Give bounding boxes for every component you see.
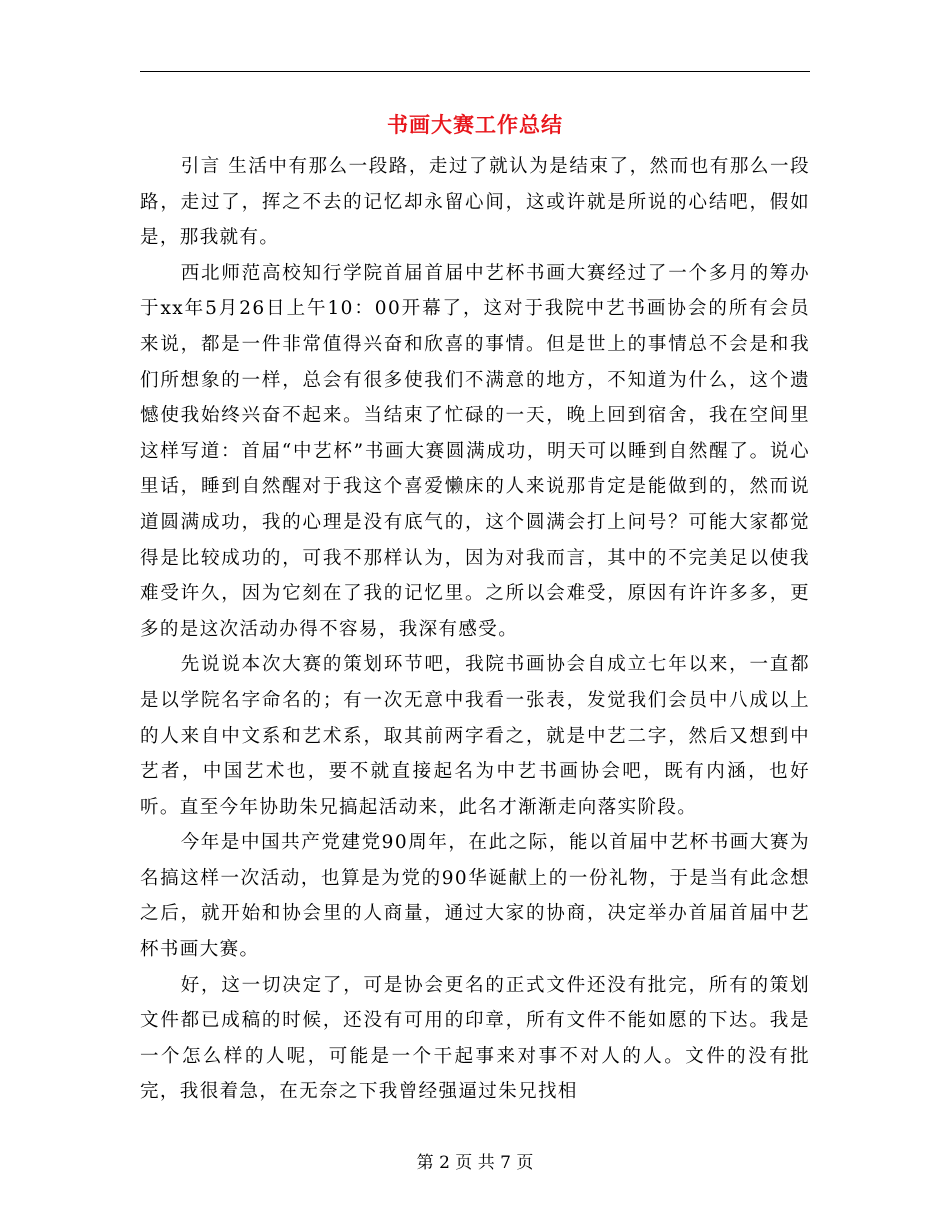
page-number-label: 第 2 页 共 7 页: [416, 1153, 534, 1173]
paragraph-documents: 好，这一切决定了，可是协会更名的正式文件还没有批完，所有的策划文件都已成稿的时候，还没有可用的印章，所有文件不能如愿的下达。我是一个怎么样的人呢，可能是一个干起事来对事不对人的人。文件的没有批完，我很着急，在无奈之下我曾经强逼过朱兄找相: [140, 974, 810, 1103]
paragraph-intro: 引言 生活中有那么一段路，走过了就认为是结束了，然而也有那么一段路，走过了，挥之不去的记忆却永留心间，这或许就是所说的心结吧，假如是，那我就有。: [140, 156, 810, 249]
paragraph-opening: 西北师范高校知行学院首届首届中艺杯书画大赛经过了一个多月的筹办于xx年5月26日上午10：00开幕了，这对于我院中艺书画协会的所有会员来说，都是一件非常值得兴奋和欣喜的事情。但是世上的事情总不会是和我们所想象的一样，总会有很多使我们不满意的地方，不知道为什么，这个遗憾使我始终兴奋不起来。当结束了忙碌的一天，晚上回到宿舍，我在空间里这样写道：首届“中艺杯”书画大赛圆满成功，明天可以睡到自然醒了。说心里话，睡到自然醒对于我这个喜爱懒床的人来说那肯定是能做到的，然而说道圆满成功，我的心理是没有底气的，这个圆满会打上问号？可能大家都觉得是比较成功的，可我不那样认为，因为对我而言，其中的不完美足以使我难受许久，因为它刻在了我的记忆里。之所以会难受，原因有许许多多，更多的是这次活动办得不容易，我深有感受。: [140, 262, 810, 640]
document-title: 书画大赛工作总结: [387, 112, 563, 137]
paragraph-planning: 先说说本次大赛的策划环节吧，我院书画协会自成立七年以来，一直都是以学院名字命名的；有一次无意中我看一张表，发觉我们会员中八成以上的人来自中文系和艺术系，取其前两字看之，就是中艺二字，然后又想到中艺者，中国艺术也，要不就直接起名为中艺书画协会吧，既有内涵，也好听。直至今年协助朱兄搞起活动来，此名才渐渐走向落实阶段。: [140, 654, 810, 818]
header-rule: [140, 71, 810, 72]
document-body: [140, 149, 810, 1110]
paragraph-anniversary: 今年是中国共产党建党90周年，在此之际，能以首届中艺杯书画大赛为名搞这样一次活动，也算是为党的90华诞献上的一份礼物，于是当有此念想之后，就开始和协会里的人商量，通过大家的协商，决定举办首届首届中艺杯书画大赛。: [140, 832, 810, 961]
page-footer: [0, 1150, 950, 1176]
